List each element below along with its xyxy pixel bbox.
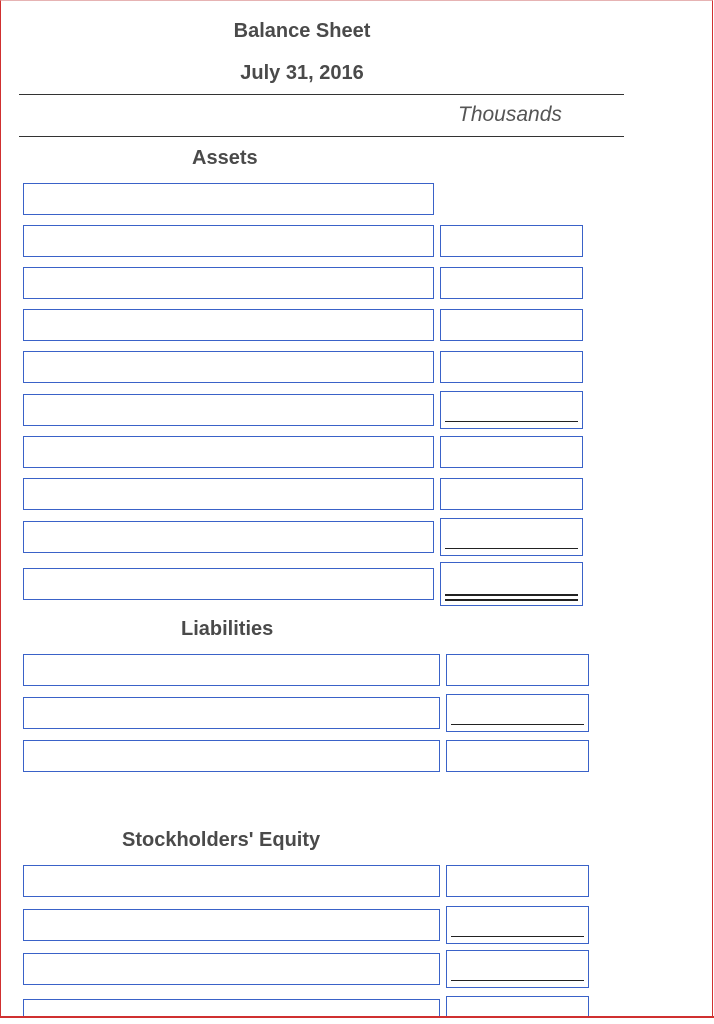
equity-label-input[interactable] (23, 953, 440, 985)
liability-label-input[interactable] (23, 740, 440, 772)
asset-label-input[interactable] (23, 267, 434, 299)
subtotal-underline (445, 548, 578, 549)
asset-value-input[interactable] (440, 267, 583, 299)
asset-label-input[interactable] (23, 183, 434, 215)
asset-label-input[interactable] (23, 351, 434, 383)
sheet-title: Balance Sheet (233, 20, 371, 42)
sheet-date: July 31, 2016 (240, 62, 364, 84)
asset-value-input[interactable] (440, 391, 583, 429)
liability-value-input[interactable] (446, 654, 589, 686)
asset-label-input[interactable] (23, 478, 434, 510)
asset-value-input[interactable] (440, 518, 583, 556)
subtotal-underline (445, 421, 578, 422)
asset-value-input[interactable] (440, 225, 583, 257)
asset-value-input[interactable] (440, 351, 583, 383)
subtotal-underline (451, 724, 584, 725)
asset-label-input[interactable] (23, 521, 434, 553)
asset-value-input[interactable] (440, 309, 583, 341)
asset-label-input[interactable] (23, 309, 434, 341)
subtotal-underline (451, 980, 584, 981)
asset-label-input[interactable] (23, 436, 434, 468)
header-divider-top (19, 94, 624, 95)
liability-label-input[interactable] (23, 697, 440, 729)
total-double-underline (445, 599, 578, 601)
units-label: Thousands (458, 103, 562, 126)
page-bottom-border (0, 1016, 714, 1018)
total-equity-value-input[interactable] (446, 996, 589, 1017)
equity-value-input[interactable] (446, 950, 589, 988)
asset-value-input[interactable] (440, 478, 583, 510)
equity-value-input[interactable] (446, 906, 589, 944)
total-double-underline (445, 594, 578, 596)
total-assets-value-input[interactable] (440, 562, 583, 606)
asset-label-input[interactable] (23, 225, 434, 257)
header-divider-bottom (19, 136, 624, 137)
liability-value-input[interactable] (446, 694, 589, 732)
equity-label-input[interactable] (23, 909, 440, 941)
total-equity-label-input[interactable] (23, 999, 440, 1017)
equity-heading: Stockholders' Equity (122, 829, 321, 851)
liability-value-input[interactable] (446, 740, 589, 772)
equity-label-input[interactable] (23, 865, 440, 897)
asset-label-input[interactable] (23, 394, 434, 426)
assets-heading: Assets (192, 147, 258, 169)
asset-value-input[interactable] (440, 436, 583, 468)
equity-value-input[interactable] (446, 865, 589, 897)
total-assets-label-input[interactable] (23, 568, 434, 600)
liabilities-heading: Liabilities (181, 618, 274, 640)
subtotal-underline (451, 936, 584, 937)
liability-label-input[interactable] (23, 654, 440, 686)
